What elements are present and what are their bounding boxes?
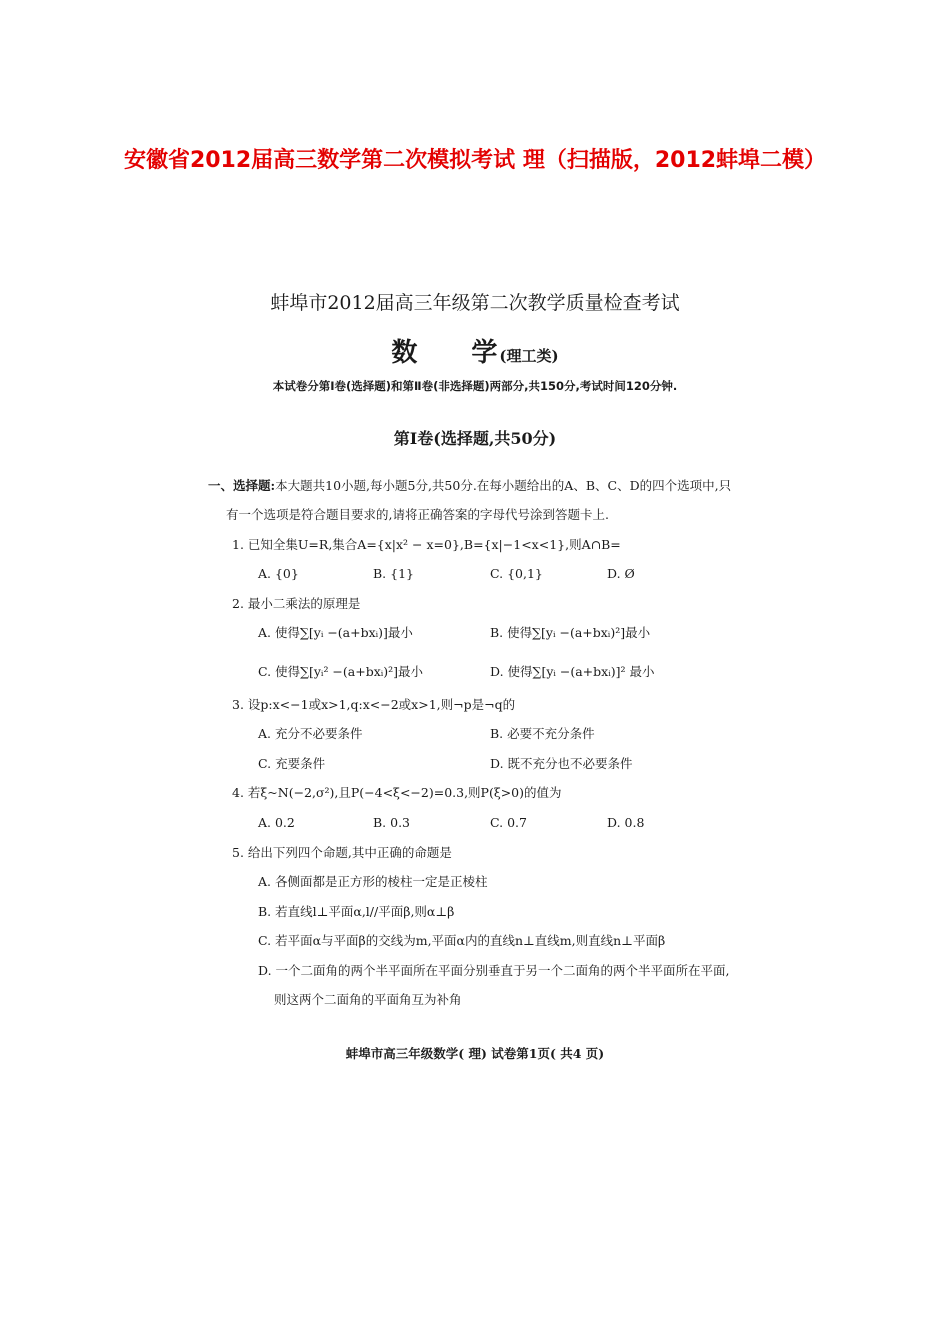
question-1-option-a: A. {0} <box>258 566 299 581</box>
section-label: 一、选择题: <box>208 478 276 493</box>
section-intro-line1 <box>208 478 731 494</box>
question-2-stem: 2. 最小二乘法的原理是 <box>232 596 361 611</box>
question-5-option-d-continued: 则这两个二面角的平面角互为补角 <box>274 992 462 1007</box>
section-intro-line2: 有一个选项是符合题目要求的,请将正确答案的字母代号涂到答题卡上. <box>226 507 609 522</box>
subject-category: (理工类) <box>499 347 559 365</box>
question-2-option-a: A. 使得∑[yᵢ −(a+bxᵢ)]最小 <box>258 625 413 640</box>
exam-title: 蚌埠市2012届高三年级第二次教学质量检查考试 <box>270 292 680 314</box>
part-title: 第Ⅰ卷(选择题,共50分) <box>393 429 557 448</box>
question-4-option-a: A. 0.2 <box>258 815 295 830</box>
question-4-option-d: D. 0.8 <box>607 815 645 830</box>
exam-notice: 本试卷分第Ⅰ卷(选择题)和第Ⅱ卷(非选择题)两部分,共150分,考试时间120分钟. <box>272 379 678 393</box>
question-2-option-c: C. 使得∑[yᵢ² −(a+bxᵢ)²]最小 <box>258 664 424 679</box>
question-1-option-d: D. Ø <box>607 566 635 581</box>
page-footer: 蚌埠市高三年级数学( 理) 试卷第1页( 共4 页) <box>345 1046 605 1061</box>
question-5-option-a: A. 各侧面都是正方形的棱柱一定是正棱柱 <box>258 874 488 889</box>
question-5-option-d: D. 一个二面角的两个半平面所在平面分别垂直于另一个二面角的两个半平面所在平面, <box>258 963 730 978</box>
question-2-option-b: B. 使得∑[yᵢ −(a+bxᵢ)²]最小 <box>490 625 651 640</box>
subject-name-1: 数 <box>391 338 420 368</box>
question-5-option-b: B. 若直线l⊥平面α,l//平面β,则α⊥β <box>258 904 455 919</box>
question-5-option-c: C. 若平面α与平面β的交线为m,平面α内的直线n⊥直线m,则直线n⊥平面β <box>258 933 666 948</box>
section-intro-text: 本大题共10小题,每小题5分,共50分.在每小题给出的A、B、C、D的四个选项中,只 <box>275 478 732 493</box>
question-3-stem: 3. 设p:x<−1或x>1,q:x<−2或x>1,则¬p是¬q的 <box>232 697 516 712</box>
question-3-option-c: C. 充要条件 <box>258 756 326 771</box>
question-3-option-b: B. 必要不充分条件 <box>490 726 595 741</box>
question-3-option-d: D. 既不充分也不必要条件 <box>490 756 633 771</box>
question-4-option-c: C. 0.7 <box>490 815 527 830</box>
question-1-option-c: C. {0,1} <box>490 566 543 581</box>
question-5-stem: 5. 给出下列四个命题,其中正确的命题是 <box>232 845 452 860</box>
document-title: 安徽省2012届高三数学第二次模拟考试 理（扫描版，2012蚌埠二模） <box>123 148 827 173</box>
subject-name-2: 学 <box>471 338 500 368</box>
question-2-option-d: D. 使得∑[yᵢ −(a+bxᵢ)]² 最小 <box>490 664 655 679</box>
question-4-stem: 4. 若ξ~N(−2,σ²),且P(−4<ξ<−2)=0.3,则P(ξ>0)的值为 <box>232 785 562 800</box>
question-1-stem: 1. 已知全集U=R,集合A={x|x² − x=0},B={x|−1<x<1},则A∩B= <box>232 537 621 552</box>
question-3-option-a: A. 充分不必要条件 <box>258 726 363 741</box>
question-1-option-b: B. {1} <box>373 566 414 581</box>
question-4-option-b: B. 0.3 <box>373 815 411 830</box>
subject-heading <box>0 332 950 369</box>
